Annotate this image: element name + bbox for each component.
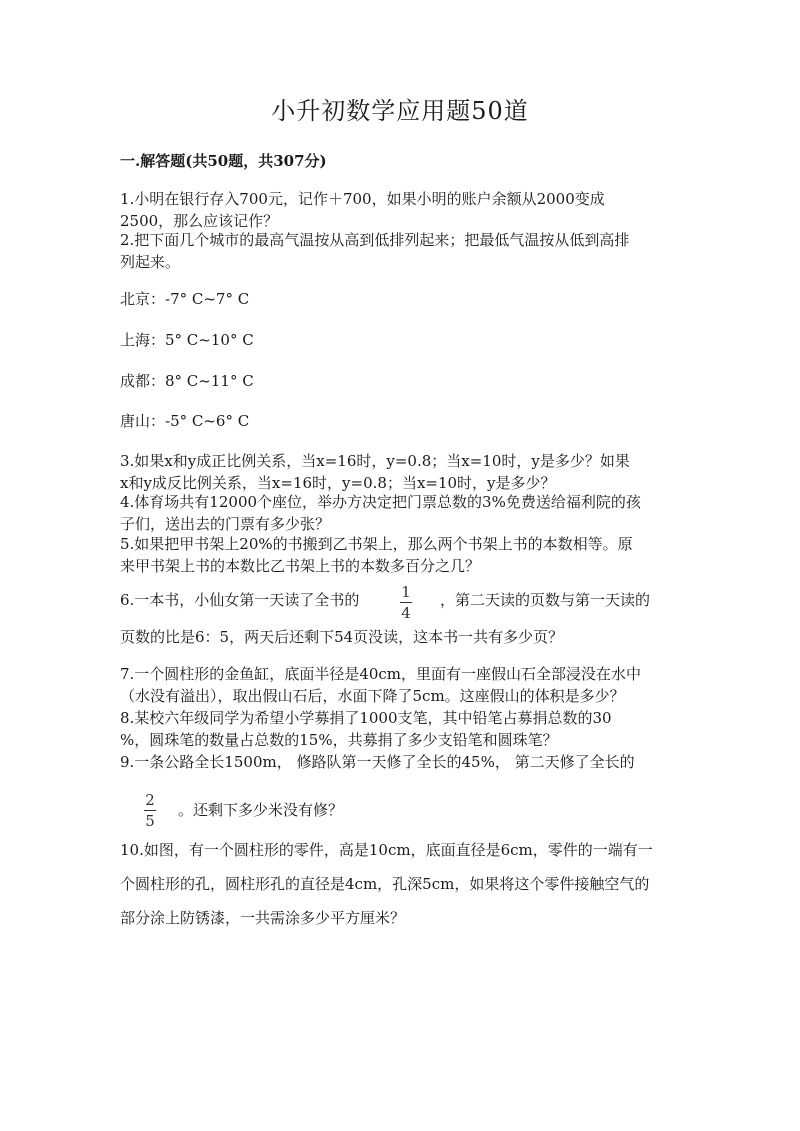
question-2-line-2: 列起来。 [120, 253, 181, 271]
city-temp-shanghai: 上海：5° C~10° C [120, 331, 254, 349]
question-3-line-1: 3.如果x和y成正比例关系，当x=16时，y=0.8；当x=10时，y是多少？如果 [120, 452, 630, 470]
question-8-line-1: 8.某校六年级同学为希望小学募捐了1000支笔，其中铅笔占募捐总数的30 [120, 709, 612, 727]
page-title: 小升初数学应用题50道 [271, 97, 529, 125]
fraction-bar [144, 810, 156, 811]
question-8 [120, 707, 690, 751]
question-7-line-2: （水没有溢出），取出假山石后，水面下降了5cm。这座假山的体积是多少？ [120, 687, 625, 705]
question-4-line-1: 4.体育场共有12000个座位，举办方决定把门票总数的3%免费送给福利院的孩 [120, 493, 641, 511]
fraction-bar [400, 602, 412, 603]
question-7 [120, 663, 690, 707]
question-4-line-2: 子们，送出去的门票有多少张？ [120, 515, 331, 533]
question-6-part-1: 6.一本书，小仙女第一天读了全书的 [120, 591, 360, 609]
question-1 [120, 188, 690, 232]
question-2-line-1: 2.把下面几个城市的最高气温按从高到低排列起来；把最低气温按从低到高排 [120, 231, 630, 249]
city-temp-tangshan: 唐山：-5° C~6° C [120, 412, 250, 430]
question-3 [120, 450, 690, 494]
question-4 [120, 491, 690, 535]
question-1-line-1: 1.小明在银行存入700元，记作＋700，如果小明的账户余额从2000变成 [120, 190, 605, 208]
question-10-line-1: 10.如图，有一个圆柱形的零件，高是10cm，底面直径是6cm，零件的一端有一 [120, 841, 653, 859]
fraction-denominator: 4 [401, 604, 411, 622]
question-6-part-2: ，第二天读的页数与第一天读的 [440, 591, 651, 609]
fraction-one-quarter [400, 584, 412, 621]
question-1-line-2: 2500，那么应该记作？ [120, 212, 279, 230]
question-8-line-2: %，圆珠笔的数量占总数的15%，共募捐了多少支铅笔和圆珠笔？ [120, 731, 558, 749]
fraction-numerator: 2 [145, 791, 155, 809]
fraction-denominator: 5 [145, 812, 155, 830]
question-5 [120, 533, 690, 577]
question-10-line-3: 部分涂上防锈漆，一共需涂多少平方厘米？ [120, 909, 406, 927]
question-5-line-1: 5.如果把甲书架上20%的书搬到乙书架上，那么两个书架上书的本数相等。原 [120, 535, 633, 553]
question-5-line-2: 来甲书架上书的本数比乙书架上书的本数多百分之几？ [120, 557, 481, 575]
question-3-line-2: x和y成反比例关系，当x=16时，y=0.8；当x=10时，y是多少？ [120, 474, 556, 492]
section-header: 一.解答题(共50题，共307分) [120, 152, 327, 170]
fraction-numerator: 1 [401, 583, 411, 601]
city-temp-chengdu: 成都：8° C~11° C [120, 372, 254, 390]
question-10-line-2: 个圆柱形的孔，圆柱形孔的直径是4cm，孔深5cm，如果将这个零件接触空气的 [120, 875, 650, 893]
question-2 [120, 229, 690, 273]
question-6-line-2: 页数的比是6：5，两天后还剩下54页没读，这本书一共有多少页？ [120, 628, 564, 646]
city-temp-beijing: 北京：-7° C~7° C [120, 290, 250, 308]
question-10 [120, 833, 690, 935]
question-7-line-1: 7.一个圆柱形的金鱼缸，底面半径是40cm，里面有一座假山石全部浸没在水中 [120, 665, 642, 683]
question-9-line-1: 9.一条公路全长1500m， 修路队第一天修了全长的45%， 第二天修了全长的 [120, 753, 635, 771]
fraction-two-fifths [144, 792, 156, 829]
question-9-part-2: 。还剩下多少米没有修？ [178, 801, 344, 819]
